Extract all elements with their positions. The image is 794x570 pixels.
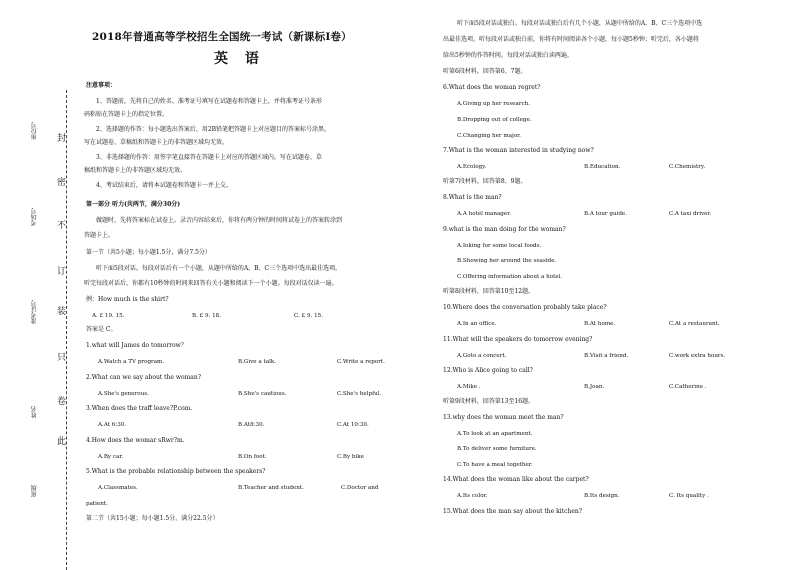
answer-option: C.By bike [337,454,364,460]
notice-item: 4、考试结束后，请将本试题卷和答题卡一并上交。 [96,182,232,189]
answer-option: B.Visit a friend. [584,353,629,359]
answer-option: B.Dropping out of college. [457,117,532,123]
binding-char: 不 [57,221,67,231]
answer-option: A.By car. [98,454,124,460]
notice-item: 写在试题卷、草稿纸和答题卡上的非答题区域均无效。 [84,139,229,146]
answer-option: C.To have a meal together. [457,462,533,468]
binding-char: 卷 [57,397,67,407]
class-field: 班级 [31,485,38,497]
notice-item: 1、答题前，先将自己的姓名、准考证号填写在试题卷和答题卡上，并将准考证号条形 [96,98,322,105]
answer-option: A.Giving up her research. [457,101,531,107]
binding-char: 只 [57,353,67,363]
question: 8.What is the man? [443,194,502,201]
answer-option: C.A taxi driver. [669,211,712,217]
notice-item: 稿纸和答题卡上的非答题区域均无效。 [84,167,187,174]
answer-option: A.Classmates. [98,485,138,491]
answer-option: A.A hotel manager. [457,211,512,217]
binding-char: 装 [57,307,67,317]
answer-option-continued: patient. [86,501,108,507]
binding-char: 此 [57,437,67,447]
section2-heading: 第二节（共15小题；每小题1.5分，满分22.5分） [86,515,219,522]
admission-number-field: 准考证号 [31,300,38,324]
question: 15.What does the man say about the kitchen? [443,508,582,515]
answer-option: C.Catherine . [669,384,707,390]
section1-instruction: 听下面5段对话。每段对话后有一个小题，从题中所给的A、B、C三个选项中选出最佳选项。 [96,265,342,272]
answer-option: B.Education. [584,164,621,170]
material-heading: 听第7段材料，回答第8、9题。 [443,178,527,185]
binding-char: 密 [57,178,67,188]
question: 9.what is the man doing for the woman? [443,226,566,233]
question: 5.What is the probable relationship between the speakers? [86,468,266,475]
answer-option: C.Write a report. [337,359,385,365]
question: 2.What can we say about the woman? [86,374,201,381]
subject-title: 英 语 [214,51,265,67]
answer-option: C.Changing her major. [457,133,521,139]
section1-instruction: 听完每段对话后，你都有10秒钟的时间来回答有关小题和阅读下一个小题。每段对话仅读一遍。 [84,280,338,287]
question: 14.What does the woman like about the carpet? [443,476,589,483]
answer-option: B.At8:30. [238,422,265,428]
binding-margin [0,30,78,550]
question: 13.why does the woman meet the man? [443,414,564,421]
answer-option: A.Goto a concert. [457,353,507,359]
question: 4.How does the womar sRwr?m. [86,437,185,444]
question: 1.what will James do tomorrow？ [86,342,187,349]
notice-item: 码粘贴在答题卡上的指定位置。 [84,111,169,118]
notice-item: 2、选择题的作答：每小题选出答案后，用2B铅笔把答题卡上对应题目的答案标号涂黑， [96,126,331,133]
material-heading: 听第9段材料，回答第13至16题。 [443,398,535,405]
answer-option: A.Mike . [457,384,481,390]
question: 11.What will the speakers do tomorrow evening? [443,336,593,343]
notice-item: 3、非选择题的作答：用签字笔直接答在答题卡上对应的答题区域内。写在试题卷、草 [96,154,322,161]
answer-option: B.Showing her around the seaside. [457,258,557,264]
answer-option: A.Ecology. [457,164,487,170]
answer-option: C.Chemistry. [669,164,706,170]
answer-option: A.Watch a TV program. [98,359,165,365]
answer-option: C. Its quality . [669,493,709,499]
notice-heading: 注意事项： [86,82,117,89]
material-heading: 听第6段材料，回答第6、7题。 [443,68,527,75]
answer-option: B.Give a talk. [238,359,277,365]
exam-room-field: 考场号 [31,208,38,226]
answer-option: A.She's generous. [98,391,149,397]
answer-option: A.In an office. [457,321,497,327]
binding-char: 订 [57,267,67,277]
answer-option: B.On foot. [238,454,267,460]
answer-option: C.At 10:30. [337,422,369,428]
answer-option: C.work extra hours. [669,353,726,359]
question: 10.Where does the conversation probably take place? [443,304,607,311]
answer-option: B.To deliver some furniture. [457,446,537,452]
answer-option: B.A tour guide. [584,211,628,217]
example-option: C. £ 9. 15. [294,313,323,319]
answer-option: B.Teacher and student. [238,485,304,491]
answer-option: A.Ioking for some local foods. [457,243,542,249]
question: 6.What does the woman regret? [443,84,541,91]
answer-option: C.She's helpful. [337,391,382,397]
name-field: 姓名 [31,406,38,418]
answer-option: A.To look at an apartment. [457,431,533,437]
binding-char: 封 [57,134,67,144]
exam-title: 2018年普通高等学校招生全国统一考试（新课标Ⅰ卷） [92,31,352,43]
section2-instruction: 给出5秒钟的作答时间。每段对话或独白读两遍。 [443,52,573,59]
answer-option: A.Its color. [457,493,488,499]
answer-option: A.At 6:30. [98,422,127,428]
question: 3.When does the traff leave?P.com. [86,405,193,412]
answer-option: C.Doctor and [341,485,379,491]
example-option: B. £ 9. 18. [192,313,222,319]
example-question: 例：How much is the shirt? [86,296,169,303]
binding-cut-line [66,90,67,570]
part1-intro: 做题时，先将答案标在试卷上。录音内容结束后，你将有两分钟的时间将试卷上的答案转涂到 [96,217,343,224]
section2-instruction: 出最佳选项。听每段对话或独白前，你将有时间阅读各个小题，每小题5秒钟；听完后，各小题将 [443,36,699,43]
answer-option: B.She's cautious. [238,391,287,397]
material-heading: 听第8段材料，回答第10至12题。 [443,288,535,295]
question: 12.Who is Alice going to call? [443,367,533,374]
seat-number-field: 座位号 [31,122,38,140]
answer-option: B.Joan. [584,384,605,390]
part1-heading: 第一部分 听力(共两节，满分30分) [86,201,181,208]
part1-intro: 答题卡上。 [84,232,115,239]
question: 7.What is the woman interested in studying now? [443,147,594,154]
section2-instruction: 听下面5段对话或独白。每段对话或独白后有几个小题，从题中所给的A、B、C三个选项中选 [457,20,703,27]
answer-option: B.At home. [584,321,616,327]
example-option: A. £ 19. 15. [92,313,125,319]
section1-heading: 第一节（共5小题；每小题1.5分，满分7.5分） [86,249,211,256]
answer-option: C.Offering information about a hotel. [457,274,563,280]
answer-option: C.At a restaurant. [669,321,720,327]
answer-option: B.Its design. [584,493,620,499]
example-answer: 答案是 C。 [86,326,117,333]
